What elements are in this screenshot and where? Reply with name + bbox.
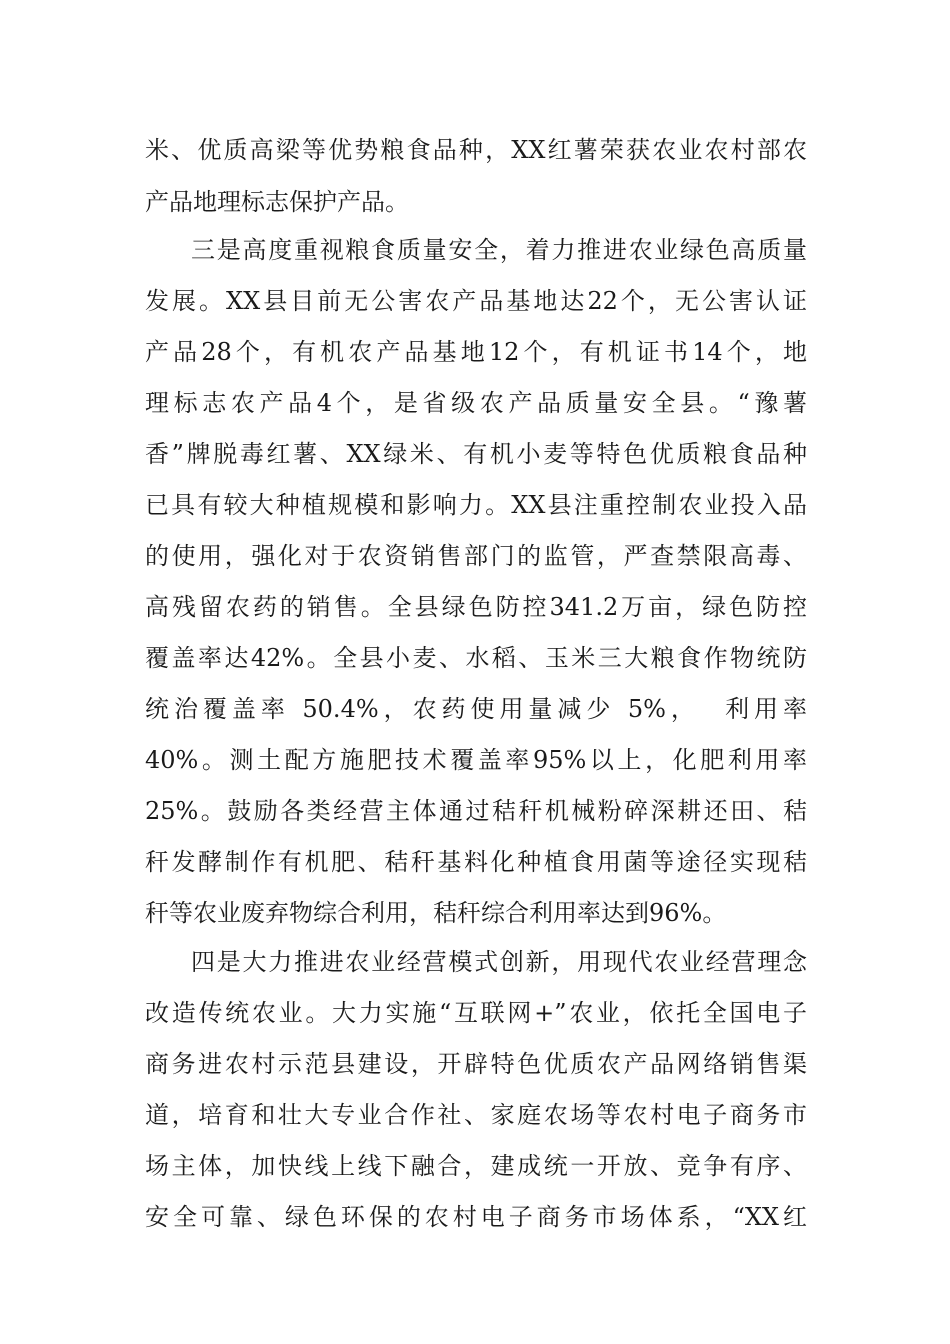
- paragraph-line: 三是高度重视粮食质量安全，着力推进农业绿色高质量: [191, 236, 807, 264]
- paragraph-line: 覆盖率达42%。全县小麦、水稻、玉米三大粮食作物统防: [145, 644, 807, 672]
- paragraph-line: 道，培育和壮大专业合作社、家庭农场等农村电子商务市: [145, 1101, 807, 1129]
- paragraph-line: 高残留农药的销售。全县绿色防控341.2万亩，绿色防控: [145, 593, 807, 621]
- paragraph-line: 米、优质高梁等优势粮食品种，XX红薯荣获农业农村部农: [145, 136, 807, 164]
- paragraph-line: 统治覆盖率 50.4%，农药使用量减少 5%， 利用率: [145, 695, 807, 723]
- paragraph-line: 的使用，强化对于农资销售部门的监管，严查禁限高毒、: [145, 542, 807, 570]
- paragraph-line: 安全可靠、绿色环保的农村电子商务市场体系，“XX红: [145, 1203, 807, 1231]
- paragraph-line: 场主体，加快线上线下融合，建成统一开放、竞争有序、: [145, 1152, 807, 1180]
- paragraph-line: 产品28个，有机农产品基地12个，有机证书14个，地: [145, 338, 807, 366]
- paragraph-line: 40%。测土配方施肥技术覆盖率95%以上，化肥利用率: [145, 746, 807, 774]
- paragraph-line: 商务进农村示范县建设，开辟特色优质农产品网络销售渠: [145, 1050, 807, 1078]
- paragraph-line: 理标志农产品4个，是省级农产品质量安全县。“豫薯: [145, 389, 807, 417]
- paragraph-line: 秆发酵制作有机肥、秸秆基料化种植食用菌等途径实现秸: [145, 848, 807, 876]
- paragraph-line: 四是大力推进农业经营模式创新，用现代农业经营理念: [191, 948, 807, 976]
- paragraph-line: 产品地理标志保护产品。: [145, 188, 409, 216]
- paragraph-line: 发展。XX县目前无公害农产品基地达22个，无公害认证: [145, 287, 807, 315]
- paragraph-line: 香”牌脱毒红薯、XX绿米、有机小麦等特色优质粮食品种: [145, 440, 807, 468]
- paragraph-line: 25%。鼓励各类经营主体通过秸秆机械粉碎深耕还田、秸: [145, 797, 807, 825]
- paragraph-line: 改造传统农业。大力实施“互联网+”农业，依托全国电子: [145, 999, 807, 1027]
- paragraph-line: 已具有较大种植规模和影响力。XX县注重控制农业投入品: [145, 491, 807, 519]
- paragraph-line: 秆等农业废弃物综合利用，秸秆综合利用率达到96%。: [145, 899, 727, 927]
